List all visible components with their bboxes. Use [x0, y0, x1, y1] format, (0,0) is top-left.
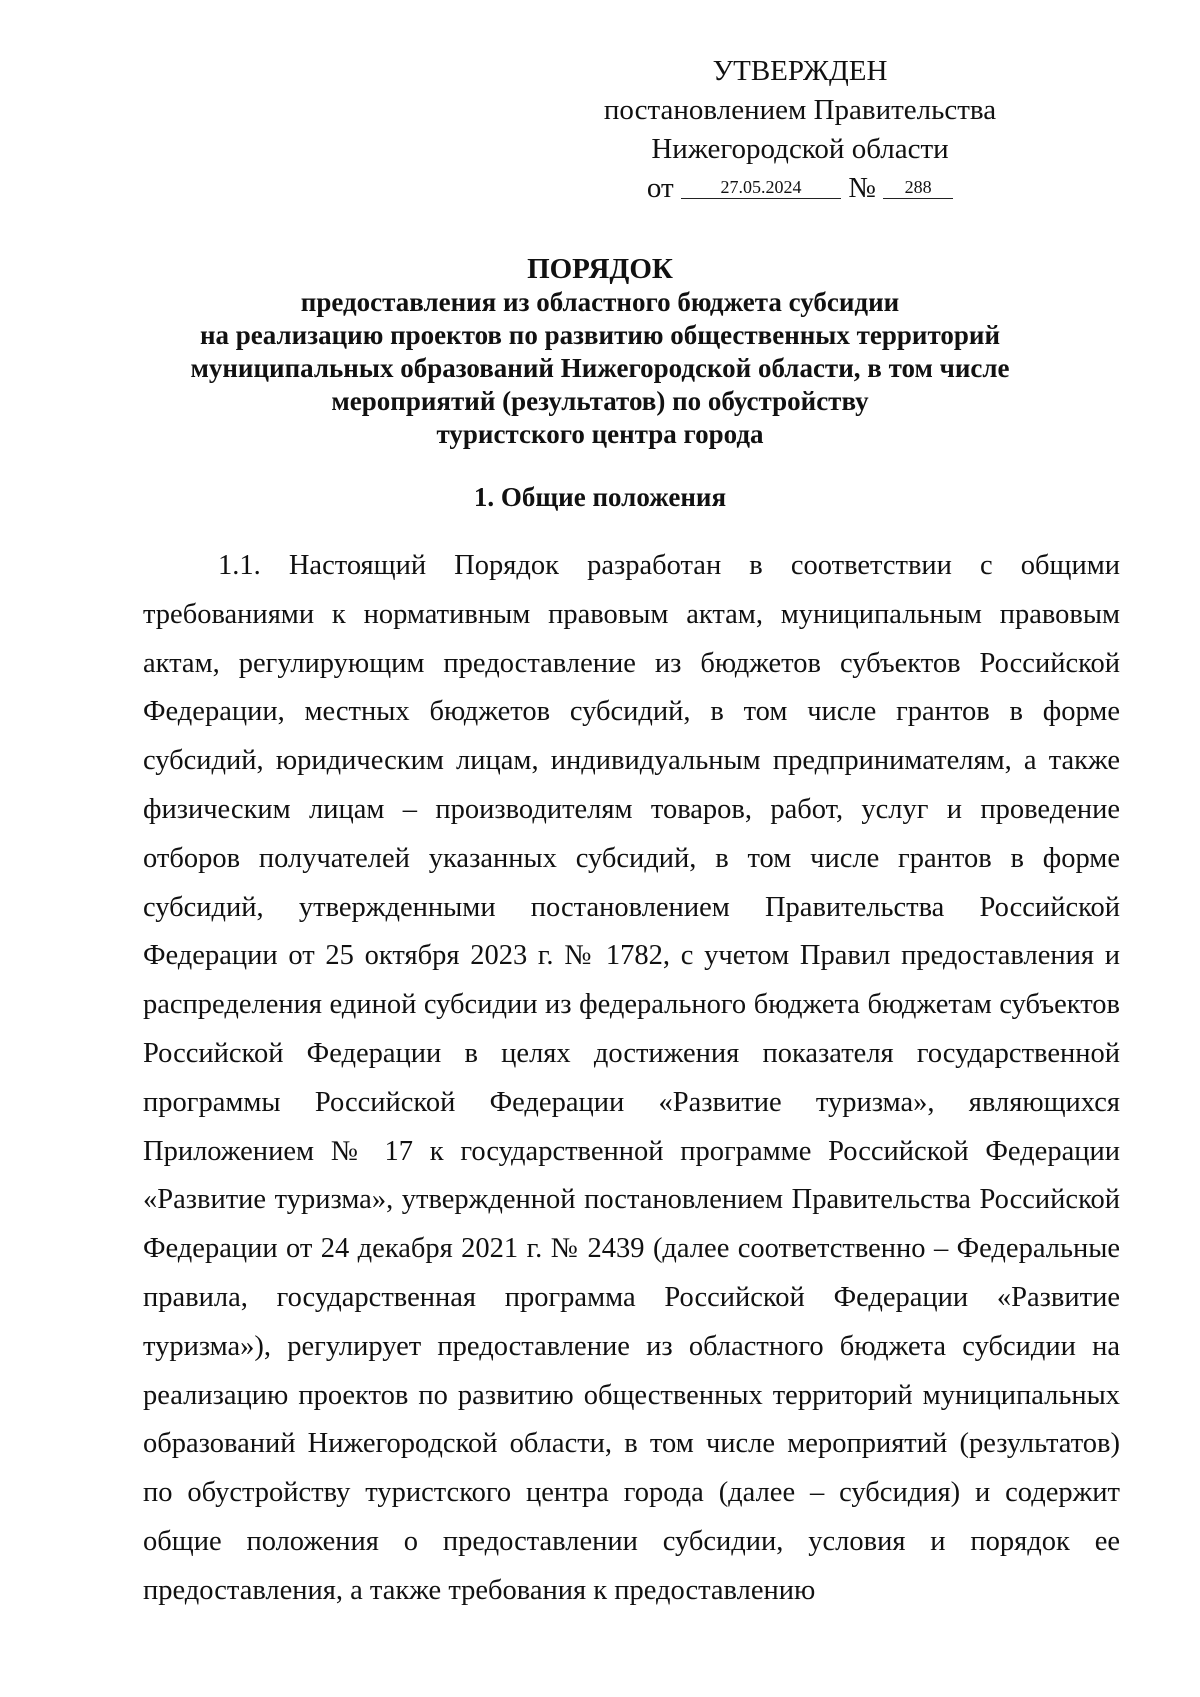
approval-region: Нижегородской области — [651, 133, 949, 165]
title-main: ПОРЯДОК — [527, 253, 673, 285]
paragraph-1-1: 1.1. Настоящий Порядок разработан в соответствии с общими требованиями к нормативным правовым актам, муниципальным правовым актам, регулирующим предоставление из бюджетов субъектов Российской Федерации, местных бюджетов субсидий, в том числе грантов в форме субсидий, юридическим лицам, индивидуальным предпринимателям, а также физическим лицам – производителям товаров, работ, услуг и проведение отборов получателей указанных субсидий, в том числе грантов в форме субсидий, утвержденными постановлением Правительства Российской Федерации от 25 октября 2023 г. № 1782, с учетом Правил предоставления и распределения единой субсидии из федерального бюджета бюджетам субъектов Российской Федерации в целях достижения показателя государственной программы Российской Федерации «Развитие туризма», являющихся Приложением № 17 к государственной программе Российской Федерации «Развитие туризма», утвержденной постановлением Правительства Российской Федерации от 24 декабря 2021 г. № 2439 (далее соответственно – Федеральные правила, государственная программа Российской Федерации «Развитие туризма»), регулирует предоставление из областного бюджета субсидии на реализацию проектов по развитию общественных территорий муниципальных образований Нижегородской области, в том числе мероприятий (результатов) по обустройству туристского центра города (далее – субсидия) и содержит общие положения о предоставлении субсидии, условия и порядок ее предоставления, а также требования к предоставлению — [143, 550, 1120, 1606]
title-line: туристского центра города — [436, 419, 764, 449]
approval-authority: постановлением Правительства — [603, 94, 997, 126]
approval-date: 27.05.2024 — [681, 176, 841, 199]
date-prefix: от — [646, 172, 674, 204]
title-line: мероприятий (результатов) по обустройству — [331, 386, 869, 416]
approval-number: 288 — [883, 176, 953, 199]
approval-stamp — [600, 52, 1000, 208]
section-heading: 1. Общие положения — [473, 482, 727, 512]
approval-date-line — [600, 169, 1000, 208]
approval-heading: УТВЕРЖДЕН — [712, 55, 888, 87]
title-line: на реализацию проектов по развитию общественных территорий — [199, 320, 1001, 350]
title-line: муниципальных образований Нижегородской области, в том числе — [190, 353, 1010, 383]
document-title — [140, 252, 1060, 451]
number-sign: № — [848, 172, 876, 204]
title-line: предоставления из областного бюджета субсидии — [300, 287, 900, 317]
